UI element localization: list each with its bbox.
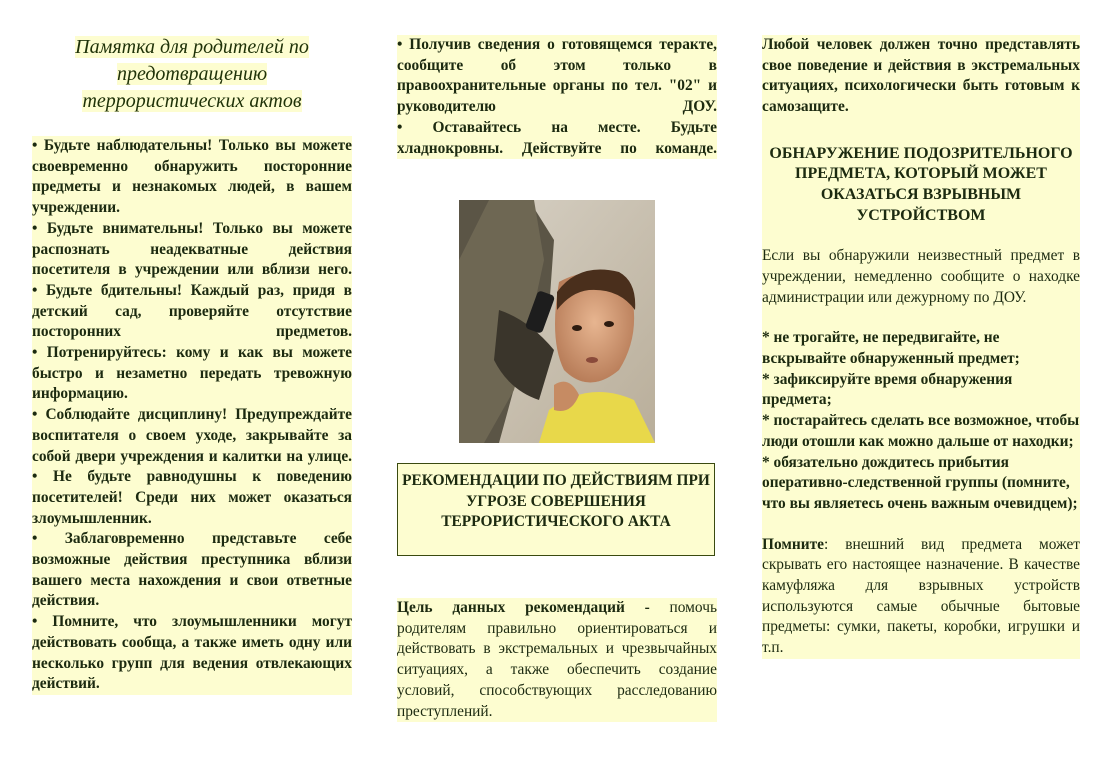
list-item: • Заблаговременно представьте себе возможные действия преступника вблизи вашего места нахождения и свои ответные действия.: [32, 530, 352, 610]
list-item: • Получив сведения о готовящемся теракте, сообщите об этом только в правоохранительные органы по тел. "02" и руководителю ДОУ.: [397, 36, 717, 116]
remember-label: Помните: [762, 535, 824, 553]
purpose-paragraph: [397, 598, 717, 722]
rule-item: * зафиксируйте время обнаружения предмета;: [762, 370, 1013, 409]
rule-item: * постарайтесь сделать все возможное, чтобы люди отошли как можно дальше от находки;: [762, 412, 1080, 450]
rule-item: * не трогайте, не передвигайте, не вскрывайте обнаруженный предмет;: [762, 329, 1020, 367]
headline-text: РЕКОМЕНДАЦИИ ПО ДЕЙСТВИЯМ ПРИ УГРОЗЕ СОВЕРШЕНИЯ ТЕРРОРИСТИЧЕСКОГО АКТА: [402, 472, 710, 530]
discovery-paragraph: Если вы обнаружили неизвестный предмет в учреждении, немедленно сообщите о находке администрации или дежурному по ДОУ.: [762, 247, 1080, 306]
list-item: • Не будьте равнодушны к поведению посетителей! Среди них может оказаться злоумышленник.: [32, 468, 352, 527]
list-item: • Будьте бдительны! Каждый раз, придя в детский сад, проверяйте отсутствие посторонних предметов.: [32, 281, 352, 341]
purpose-text: помочь родителям правильно ориентироваться и действовать в экстремальных и чрезвычайных ситуациях, а также обеспечить создание условий, способствующих расследованию преступлений.: [397, 599, 717, 720]
remember-paragraph: [762, 535, 1080, 659]
action-list: [397, 35, 717, 159]
column-left: [32, 30, 352, 693]
vigilance-list: [32, 136, 352, 695]
child-photo: [459, 200, 655, 443]
section-title: ОБНАРУЖЕНИЕ ПОДОЗРИТЕЛЬНОГО ПРЕДМЕТА, КОТОРЫЙ МОЖЕТ ОКАЗАТЬСЯ ВЗРЫВНЫМ УСТРОЙСТВОМ: [769, 144, 1073, 224]
recommendations-headline: [397, 463, 715, 556]
list-item: • Соблюдайте дисциплину! Предупреждайте воспитателя о своем уходе, закрывайте за собой двери учреждения и калитки на улице.: [32, 406, 352, 465]
remember-text: : внешний вид предмета может скрывать его настоящее назначение. В качестве камуфляжа для взрывных устройств используются самые обычные бытовые предметы: сумки, пакеты, коробки, игрушки и т.п.: [762, 535, 1080, 657]
purpose-label: Цель данных рекомендаций -: [397, 599, 650, 616]
rule-item: * обязательно дождитесь прибытия оперативно-следственной группы (помните, что вы являетесь очень важным очевидцем);: [762, 453, 1078, 512]
title-line-1: Памятка для родителей по: [75, 36, 309, 58]
title-line-3: террористических актов: [82, 90, 302, 112]
list-item: • Помните, что злоумышленники могут действовать сообща, а также иметь одну или несколько групп для ведения отвлекающих действий.: [32, 613, 352, 693]
list-item: • Будьте наблюдательны! Только вы можете своевременно обнаружить посторонние предметы и незнакомых людей, в вашем учреждении.: [32, 137, 352, 217]
list-item: • Будьте внимательны! Только вы можете распознать неадекватные действия посетителя в учреждении или вблизи него.: [32, 219, 352, 279]
list-item: • Потренируйтесь: кому и как вы можете быстро и незаметно передать тревожную информацию.: [32, 344, 352, 403]
brochure-title: [32, 34, 352, 115]
list-item: • Оставайтесь на месте. Будьте хладнокровны. Действуйте по команде.: [397, 118, 717, 157]
right-column-body: [762, 35, 1080, 659]
rules-list: [762, 328, 1080, 514]
title-line-2: предотвращению: [116, 63, 268, 85]
child-and-soldier-photo-icon: [459, 200, 655, 443]
intro-paragraph: Любой человек должен точно представлять свое поведение и действия в экстремальных ситуациях, психологически быть готовым к самозащите.: [762, 36, 1080, 116]
